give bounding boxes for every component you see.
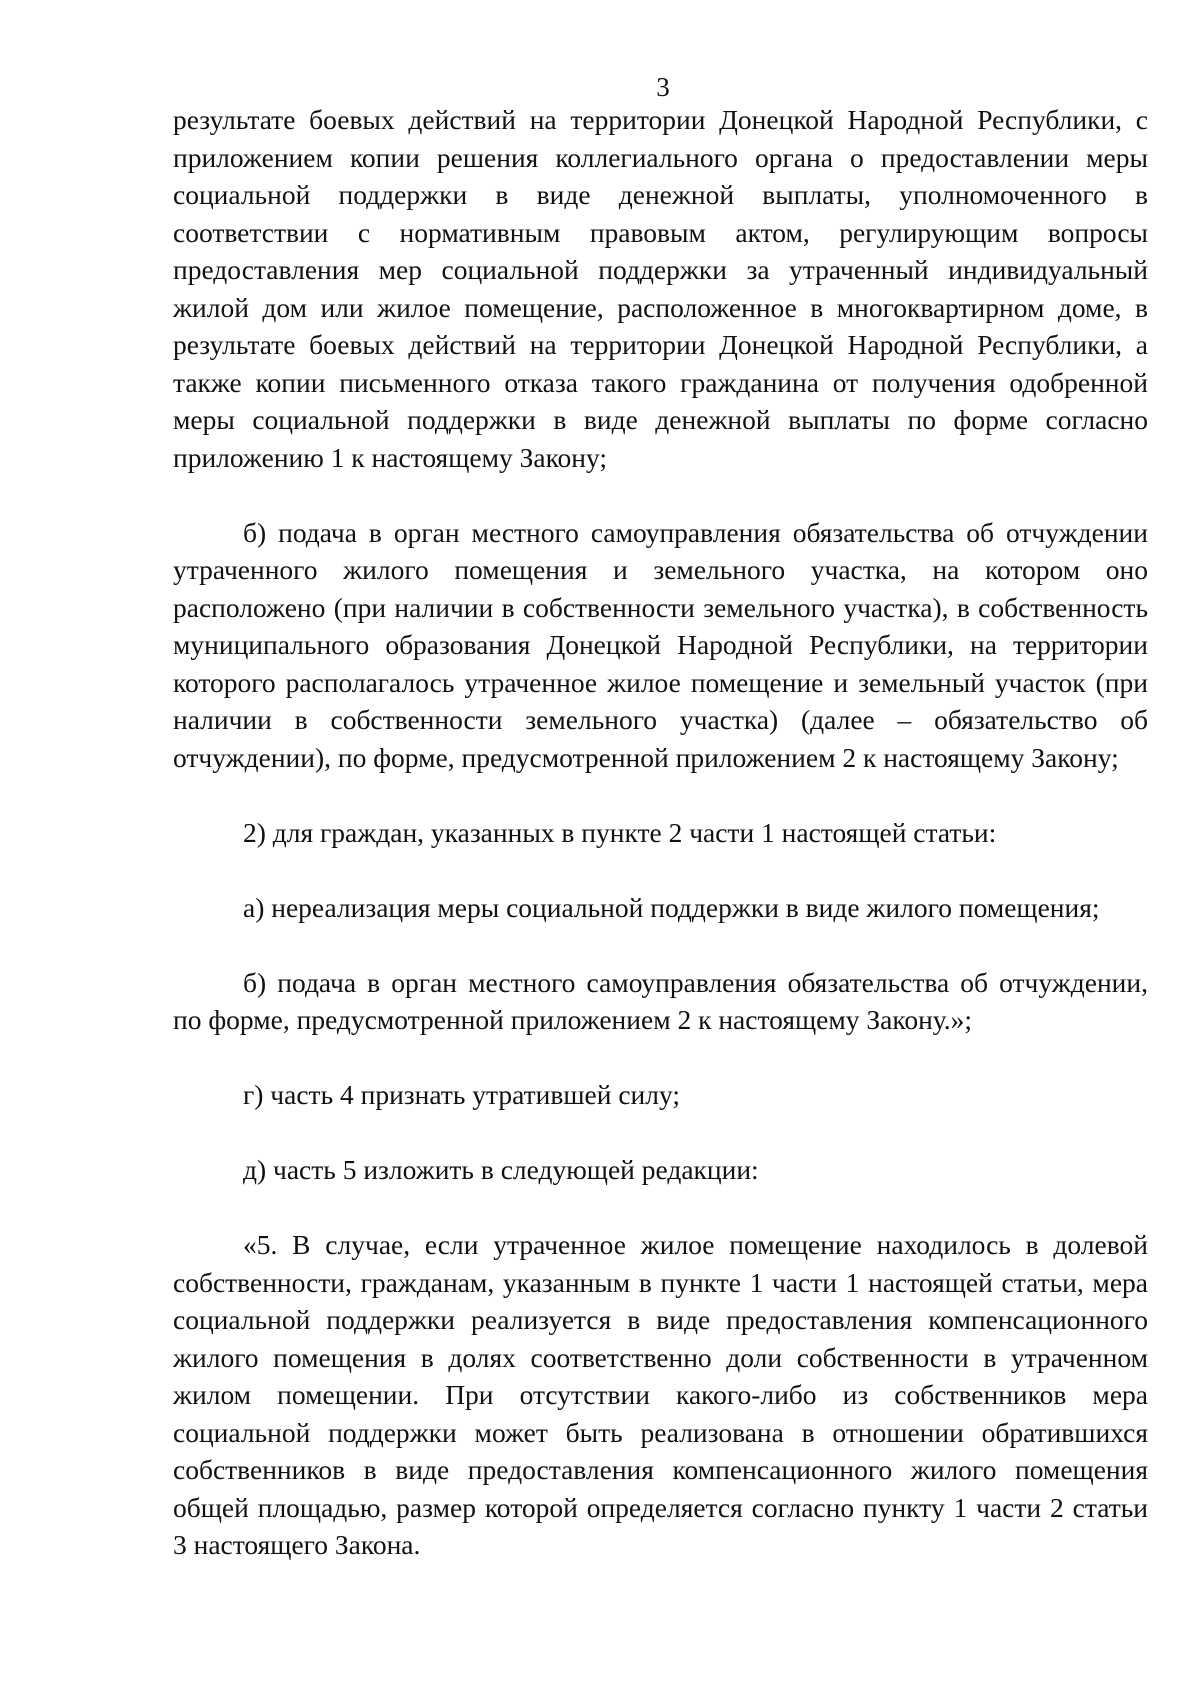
paragraph-item-b-obligation: б) подача в орган местного самоуправления обязательства об отчуждении утраченного жилого помещения и земельного участка, на котором оно расположено (при наличии в собственности земельного участка), в собственность муниципального образования Донецкой Народной Республики, на территории которого располагалось утраченное жилое помещение и земельный участок (при наличии в собственности земельного участка) (далее – обязательство об отчуждении), по форме, предусмотренной приложением 2 к настоящему Закону; [173,516,1148,773]
paragraph-item-g: г) часть 4 признать утратившей силу; [243,1079,681,1110]
paragraph-item-a: а) нереализация меры социальной поддержки в виде жилого помещения; [243,891,1100,923]
page-number: 3 [656,72,670,102]
paragraph-item-2: 2) для граждан, указанных в пункте 2 части 1 настоящей статьи: [243,816,997,848]
paragraph-continuation: результате боевых действий на территории Донецкой Народной Республики, с приложением копии решения коллегиального органа о предоставлении меры социальной поддержки в виде денежной выплаты, уполномоченного в соответствии с нормативным правовым актом, регулирующим вопросы предоставления мер социальной поддержки за утраченный индивидуальный жилой дом или жилое помещение, расположенное в многоквартирном доме, в результате боевых действий на территории Донецкой Народной Республики, а также копии письменного отказа такого гражданина от получения одобренной меры социальной поддержки в виде денежной выплаты по форме согласно приложению 1 к настоящему Закону; [173,104,1148,473]
paragraph-item-d: д) часть 5 изложить в следующей редакции: [243,1154,759,1185]
paragraph-item-b-short: б) подача в орган местного самоуправления обязательства об отчуждении, по форме, предусмотренной приложением 2 к настоящему Закону.»; [173,966,1148,1035]
paragraph-part-5: «5. В случае, если утраченное жилое помещение находилось в долевой собственности, гражданам, указанным в пункте 1 части 1 настоящей статьи, мера социальной поддержки реализуется в виде предоставления компенсационного жилого помещения в долях соответственно доли собственности в утраченном жилом помещении. При отсутствии какого-либо из собственников мера социальной поддержки может быть реализована в отношении обратившихся собственников в виде предоставления компенсационного жилого помещения общей площадью, размер которой определяется согласно пункту 1 части 2 статьи 3 настоящего Закона. [173,1229,1148,1560]
document-body [173,101,1148,1564]
